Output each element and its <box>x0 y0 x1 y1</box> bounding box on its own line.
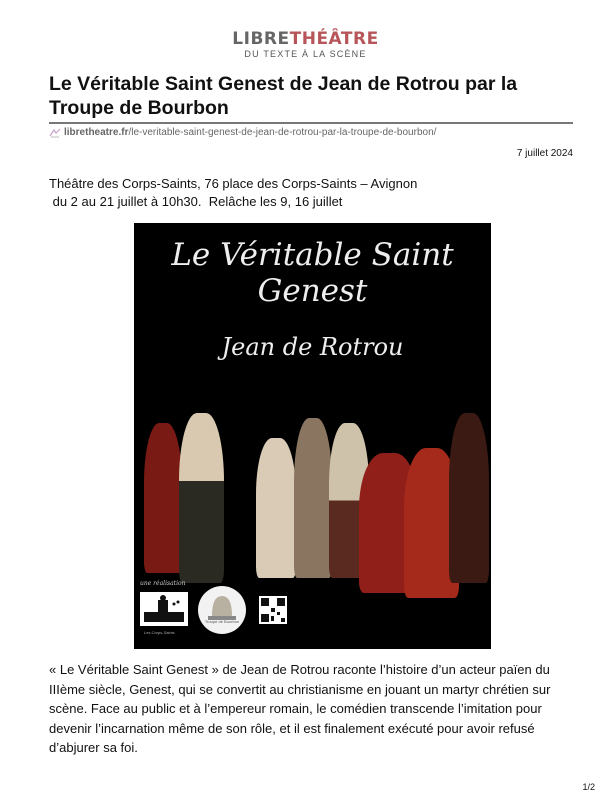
poster-image <box>134 223 491 649</box>
poster-photo-actors <box>134 393 491 598</box>
article-description: « Le Véritable Saint Genest » de Jean de Rotrou raconte l’histoire d’un acteur païen du IIIème siècle, Genest, qui se convertit au christianisme en jouant un martyr chrétien sur scène. Face au public et à l’empereur romain, le comédien transcende l’imitation pour devenir l’incarnation même de son rôle, et il est finalement exécuté pour avoir refusé d’abjurer sa foi. <box>49 662 551 755</box>
publish-date: 7 juillet 2024 <box>516 148 573 159</box>
venue-line-1: Théâtre des Corps-Saints, 76 place des Corps-Saints – Avignon <box>49 176 418 191</box>
poster-title: Le Véritable Saint Genest <box>171 237 454 309</box>
venue-line-2: du 2 au 21 juillet à 10h30. Relâche les 9, 16 juillet <box>49 194 343 209</box>
poster-author: Jean de Rotrou <box>221 333 404 361</box>
theatre-logo <box>140 592 188 626</box>
poster-credits <box>134 578 491 649</box>
source-domain: libretheatre.fr <box>64 127 129 138</box>
source-url[interactable] <box>49 127 436 138</box>
troupe-logo <box>198 586 246 634</box>
article-title: Le Véritable Saint Genest de Jean de Rotrou par la Troupe de Bourbon <box>49 73 518 119</box>
source-path: /le-veritable-saint-genest-de-jean-de-rotrou-par-la-troupe-de-bourbon/ <box>128 127 437 138</box>
realisation-label: une réalisation <box>140 580 186 587</box>
venue-info <box>49 175 417 211</box>
qr-code <box>259 596 287 624</box>
site-logo <box>0 30 611 59</box>
favicon-icon <box>49 128 61 138</box>
logo-tagline: DU TEXTE À LA SCÈNE <box>244 49 367 59</box>
troupe-label: Troupe de Bourbon <box>204 619 240 624</box>
logo-libre: LIBRE <box>232 29 290 49</box>
logo-theatre: THÉÂTRE <box>289 29 379 49</box>
page-number: 1/2 <box>582 782 595 792</box>
title-divider <box>49 122 573 124</box>
logo-wordmark <box>0 30 611 48</box>
poster-small-caption: Les Corps-Saints <box>144 630 175 635</box>
